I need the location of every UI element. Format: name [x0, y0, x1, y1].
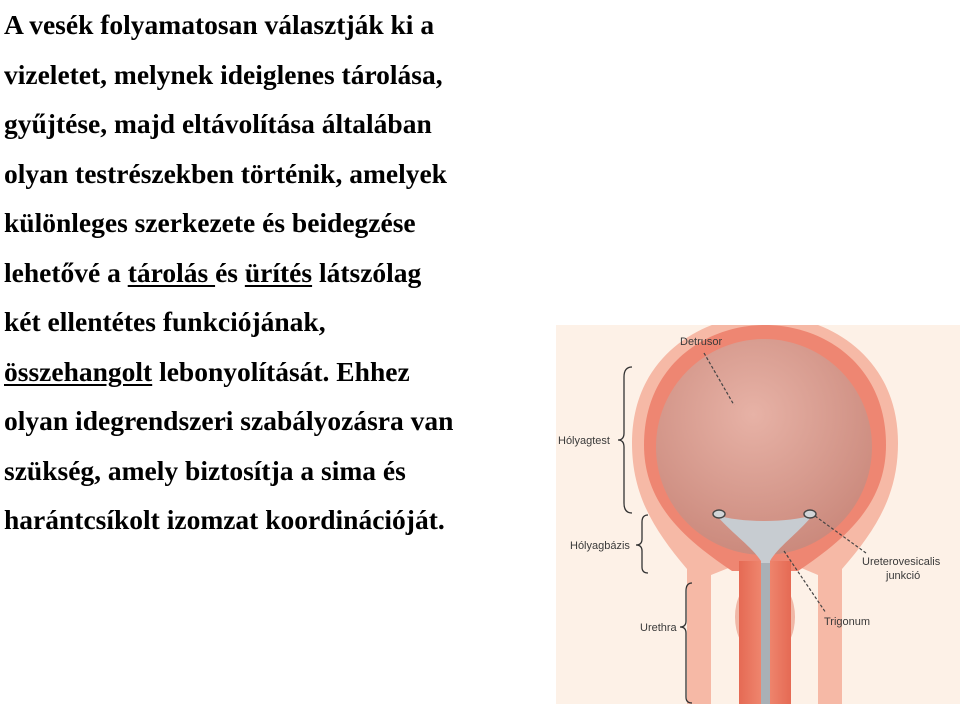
main-paragraph: [4, 0, 544, 545]
bracket-holyagbazis: [636, 515, 648, 573]
underlined-term: ürítés: [244, 256, 313, 288]
text-segment: lehetővé a: [4, 256, 128, 288]
text-segment: olyan idegrendszeri szabályozásra van: [4, 405, 454, 436]
paragraph-line: [4, 99, 544, 149]
text-segment: szükség, amely biztosítja a sima és: [4, 454, 406, 486]
paragraph-line: [4, 396, 544, 446]
paragraph-line: [4, 149, 544, 199]
label-trigonum: Trigonum: [824, 616, 871, 628]
paragraph-line: [4, 198, 544, 248]
paragraph-line: [4, 446, 544, 496]
label-holyagtest: Hólyagtest: [558, 435, 610, 447]
text-segment: harántcsíkolt izomzat koordinációját.: [4, 504, 445, 535]
bladder-svg: [556, 325, 960, 704]
text-segment: olyan testrészekben történik, amelyek: [4, 157, 447, 189]
paragraph-line: [4, 50, 544, 100]
label-urethra: Urethra: [640, 622, 677, 634]
label-ureterovesicalis-1: Ureterovesicalis: [862, 556, 941, 568]
label-holyagbazis: Hólyagbázis: [570, 540, 630, 552]
text-segment: A vesék folyamatosan választják ki a: [4, 9, 435, 40]
underlined-term: összehangolt: [4, 355, 153, 387]
paragraph-line: [4, 347, 544, 397]
paragraph-line: [4, 0, 544, 50]
text-segment: lebonyolítását. Ehhez: [152, 355, 410, 387]
ureter-opening-left: [713, 510, 725, 518]
paragraph-line: [4, 248, 544, 298]
label-detrusor: Detrusor: [680, 336, 723, 348]
urethra-lumen: [761, 563, 770, 704]
label-ureterovesicalis-2: junkció: [886, 570, 921, 582]
bracket-holyagtest: [618, 367, 632, 513]
text-segment: gyűjtése, majd eltávolítása általában: [4, 108, 432, 139]
underlined-term: tárolás: [127, 256, 216, 288]
text-segment: és: [215, 256, 245, 288]
ureter-opening-right: [804, 510, 816, 518]
paragraph-line: [4, 495, 544, 545]
text-segment: különleges szerkezete és beidegzése: [4, 207, 416, 238]
text-segment: vizeletet, melynek ideiglenes tárolása,: [4, 58, 443, 90]
text-segment: látszólag: [312, 256, 422, 288]
bladder-diagram: [556, 325, 960, 704]
text-segment: két ellentétes funkciójának,: [4, 306, 326, 337]
paragraph-line: [4, 297, 544, 347]
